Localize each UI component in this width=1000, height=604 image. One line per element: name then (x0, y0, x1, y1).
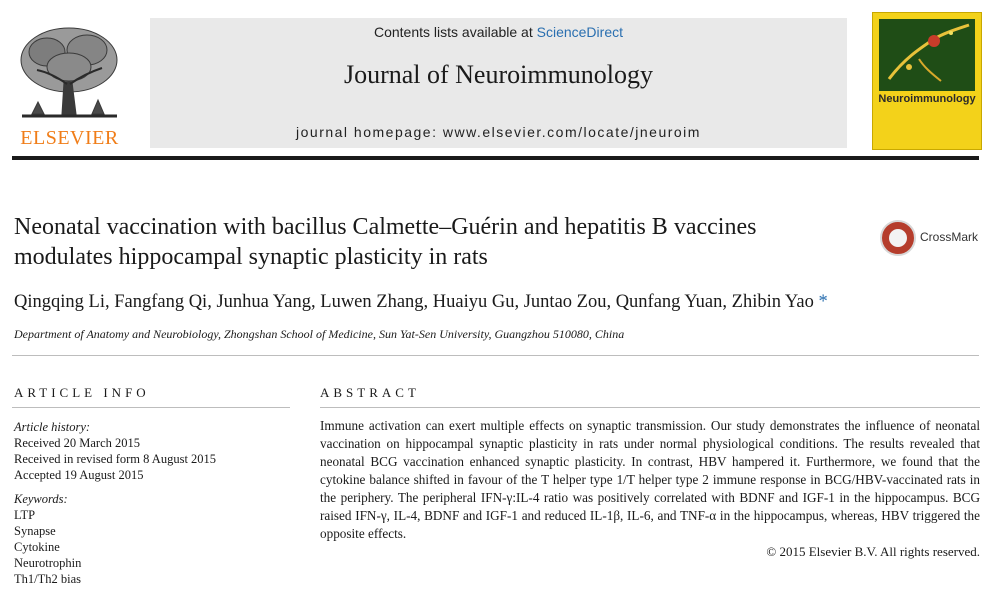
article-info-heading: ARTICLE INFO (14, 385, 150, 400)
elsevier-tree-icon (12, 22, 127, 126)
crossmark-icon (880, 220, 916, 256)
copyright-notice: © 2015 Elsevier B.V. All rights reserved. (766, 544, 980, 559)
keyword-item: Th1/Th2 bias (14, 572, 82, 586)
sciencedirect-link[interactable]: ScienceDirect (536, 24, 623, 40)
keyword-item: Cytokine (14, 540, 60, 554)
abstract-rule (320, 407, 980, 408)
crossmark-label: CrossMark (920, 230, 979, 244)
article-info (14, 419, 284, 587)
author-list (14, 292, 984, 313)
journal-cover[interactable] (872, 12, 982, 150)
history-received: Received 20 March 2015 (14, 436, 141, 450)
elsevier-wordmark: ELSEVIER (20, 127, 119, 149)
abstract-heading: ABSTRACT (320, 385, 420, 400)
keyword-item: LTP (14, 508, 36, 522)
affiliation: Department of Anatomy and Neurobiology, Zhongshan School of Medicine, Sun Yat-Sen University, Guangzhou 510080, China (14, 327, 625, 341)
contents-prefix: Contents lists available at (373, 24, 537, 40)
corresponding-author-link[interactable]: * (818, 292, 828, 312)
journal-title[interactable]: Journal of Neuroimmunology (343, 60, 654, 89)
header-divider (12, 156, 979, 160)
keywords-label: Keywords: (14, 492, 68, 506)
journal-banner (150, 18, 847, 148)
elsevier-logo[interactable] (12, 22, 127, 150)
history-accepted: Accepted 19 August 2015 (14, 468, 144, 482)
authors-text: Qingqing Li, Fangfang Qi, Junhua Yang, Luwen Zhang, Huaiyu Gu, Juntao Zou, Qunfang Yuan, Zhibin Yao (14, 292, 814, 312)
neuron-image-icon (879, 19, 975, 91)
journal-header (0, 0, 1000, 160)
cover-title: Neuroimmunology (878, 93, 976, 105)
article-info-rule (12, 407, 290, 408)
history-label: Article history: (14, 420, 91, 434)
section-divider (12, 355, 979, 356)
cover-image (879, 19, 975, 91)
abstract-text: Immune activation can exert multiple effects on synaptic transmission. Our study demonstrates the influence of neonatal vaccination on hippocampal synaptic plasticity in rats under normal physiological conditions. The results revealed that neonatal BCG vaccination enhanced synaptic plasticity. In contrast, HBV hampered it. Furthermore, we found that the cytokine balance shifted in favour of the T helper type 1/T helper type 2 immune response in BCG/HBV-vaccinated rats in the periphery. The peripheral IFN-γ:IL-4 ratio was positively correlated with BDNF and IGF-1 in the hippocampus. BCG raised IFN-γ, IL-4, BDNF and IGF-1 and reduced IL-1β, IL-6, and TNF-α in the hippocampus, whereas, HBV triggered the opposite effects. (320, 418, 980, 541)
keyword-item: Synapse (14, 524, 56, 538)
keyword-item: Neurotrophin (14, 556, 82, 570)
history-revised: Received in revised form 8 August 2015 (14, 452, 217, 466)
contents-line (150, 24, 847, 40)
article-title: Neonatal vaccination with bacillus Calmette–Guérin and hepatitis B vaccines modulates hippocampal synaptic plasticity in rats (14, 214, 757, 270)
journal-homepage[interactable]: journal homepage: www.elsevier.com/locate/jneuroim (296, 124, 701, 140)
crossmark-button[interactable] (880, 220, 980, 260)
